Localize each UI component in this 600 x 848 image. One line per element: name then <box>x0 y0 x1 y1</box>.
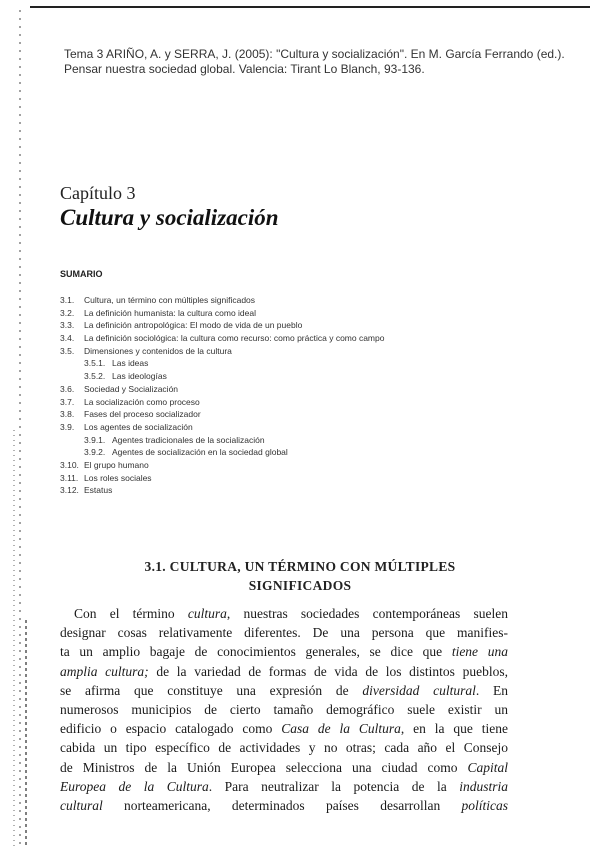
toc-item-number: 3.9.2. <box>84 447 106 458</box>
toc-item <box>60 446 520 459</box>
toc-item-number: 3.9.1. <box>84 434 106 445</box>
toc-item-text: Agentes tradicionales de la socialización <box>112 434 265 445</box>
section-heading-line-1: 3.1. CULTURA, UN TÉRMINO CON MÚLTIPLES <box>144 559 456 574</box>
body-line: ta un amplio bagaje de conocimientos generales, se dice que tiene una <box>60 644 508 660</box>
body-line: Europea de la Cultura. Para neutralizar la potencia de la industria <box>60 778 508 794</box>
body-line: se afirma que constituye una expresión de diversidad cultural. En <box>60 682 508 698</box>
top-rule <box>30 6 590 8</box>
body-paragraph <box>60 604 508 815</box>
binding-edge <box>0 0 40 848</box>
toc-item-number: 3.8. <box>60 409 75 420</box>
toc-item-number: 3.10. <box>60 459 79 470</box>
toc-item-text: La definición sociológica: la cultura como recurso: como práctica y como campo <box>84 333 385 344</box>
reference-line-2: Pensar nuestra sociedad global. Valencia: Tirant Lo Blanch, 93-136. <box>64 62 425 76</box>
toc-item <box>60 396 520 409</box>
toc-item <box>60 434 520 447</box>
toc-item-number: 3.5.2. <box>84 371 106 382</box>
toc-item-text: La definición humanista: la cultura como ideal <box>84 307 256 318</box>
section-heading-line-2: SIGNIFICADOS <box>248 578 352 593</box>
toc-item-number: 3.3. <box>60 320 75 331</box>
toc-item-number: 3.9. <box>60 421 75 432</box>
toc-item-number: 3.5. <box>60 345 75 356</box>
body-line: Con el término cultura, nuestras sociedades contemporáneas suelen <box>74 606 508 621</box>
reference-note <box>64 47 584 77</box>
toc-item-text: Los agentes de socialización <box>84 421 193 432</box>
toc-item-text: El grupo humano <box>84 459 149 470</box>
toc-item-text: La socialización como proceso <box>84 396 200 407</box>
toc-item-text: Los roles sociales <box>84 472 152 483</box>
toc-item-text: Dimensiones y contenidos de la cultura <box>84 345 232 356</box>
toc-item-text: Agentes de socialización en la sociedad global <box>112 447 288 458</box>
toc-item <box>60 383 520 396</box>
body-line: amplia cultura; de la variedad de formas de vida de los distintos pueblos, <box>60 663 508 679</box>
toc-item <box>60 294 520 307</box>
toc-item <box>60 357 520 370</box>
toc-item-number: 3.11. <box>60 472 79 483</box>
toc-item <box>60 484 520 497</box>
reference-line-1: Tema 3 ARIÑO, A. y SERRA, J. (2005): "Cultura y socialización". En M. García Ferrando (ed.). <box>64 47 565 61</box>
toc-item <box>60 332 520 345</box>
toc-item-text: Fases del proceso socializador <box>84 409 201 420</box>
body-line: numerosos municipios de cierto tamaño demográfico suele existir un <box>60 701 508 717</box>
toc-item-text: La definición antropológica: El modo de vida de un pueblo <box>84 320 303 331</box>
body-line: cultural norteamericana, determinados países desarrollan políticas <box>60 797 508 813</box>
toc-item <box>60 421 520 434</box>
toc-item-text: Las ideologías <box>112 371 167 382</box>
chapter-title: Cultura y socialización <box>60 205 279 230</box>
toc-item-text: Estatus <box>84 485 113 496</box>
body-line: de Ministros de la Unión Europea selecciona una ciudad como Capital <box>60 759 508 775</box>
toc-item-text: Las ideas <box>112 358 149 369</box>
toc-item-number: 3.6. <box>60 383 75 394</box>
chapter-label: Capítulo 3 <box>60 183 136 203</box>
toc-item <box>60 408 520 421</box>
toc-item-number: 3.5.1. <box>84 358 106 369</box>
body-line: designar cosas relativamente diferentes. De una persona que manifies- <box>60 625 508 641</box>
toc-item <box>60 459 520 472</box>
toc-item <box>60 319 520 332</box>
toc-item <box>60 307 520 320</box>
toc-item <box>60 370 520 383</box>
toc-item <box>60 472 520 485</box>
body-line: cabida un tipo específico de actividades y no otras; cada año el Consejo <box>60 740 508 756</box>
body-line: edificio o espacio catalogado como Casa de la Cultura, en la que tiene <box>60 721 508 737</box>
toc-item-number: 3.7. <box>60 396 75 407</box>
toc-item-number: 3.4. <box>60 333 75 344</box>
toc-item <box>60 345 520 358</box>
sumario-label: SUMARIO <box>60 269 103 279</box>
toc-item-text: Cultura, un término con múltiples significados <box>84 295 256 305</box>
toc-item-text: Sociedad y Socialización <box>84 383 179 394</box>
section-heading <box>90 557 510 595</box>
table-of-contents <box>60 294 520 497</box>
toc-item-number: 3.1. <box>60 295 75 305</box>
toc-item-number: 3.12. <box>60 485 79 496</box>
toc-item-number: 3.2. <box>60 307 75 318</box>
